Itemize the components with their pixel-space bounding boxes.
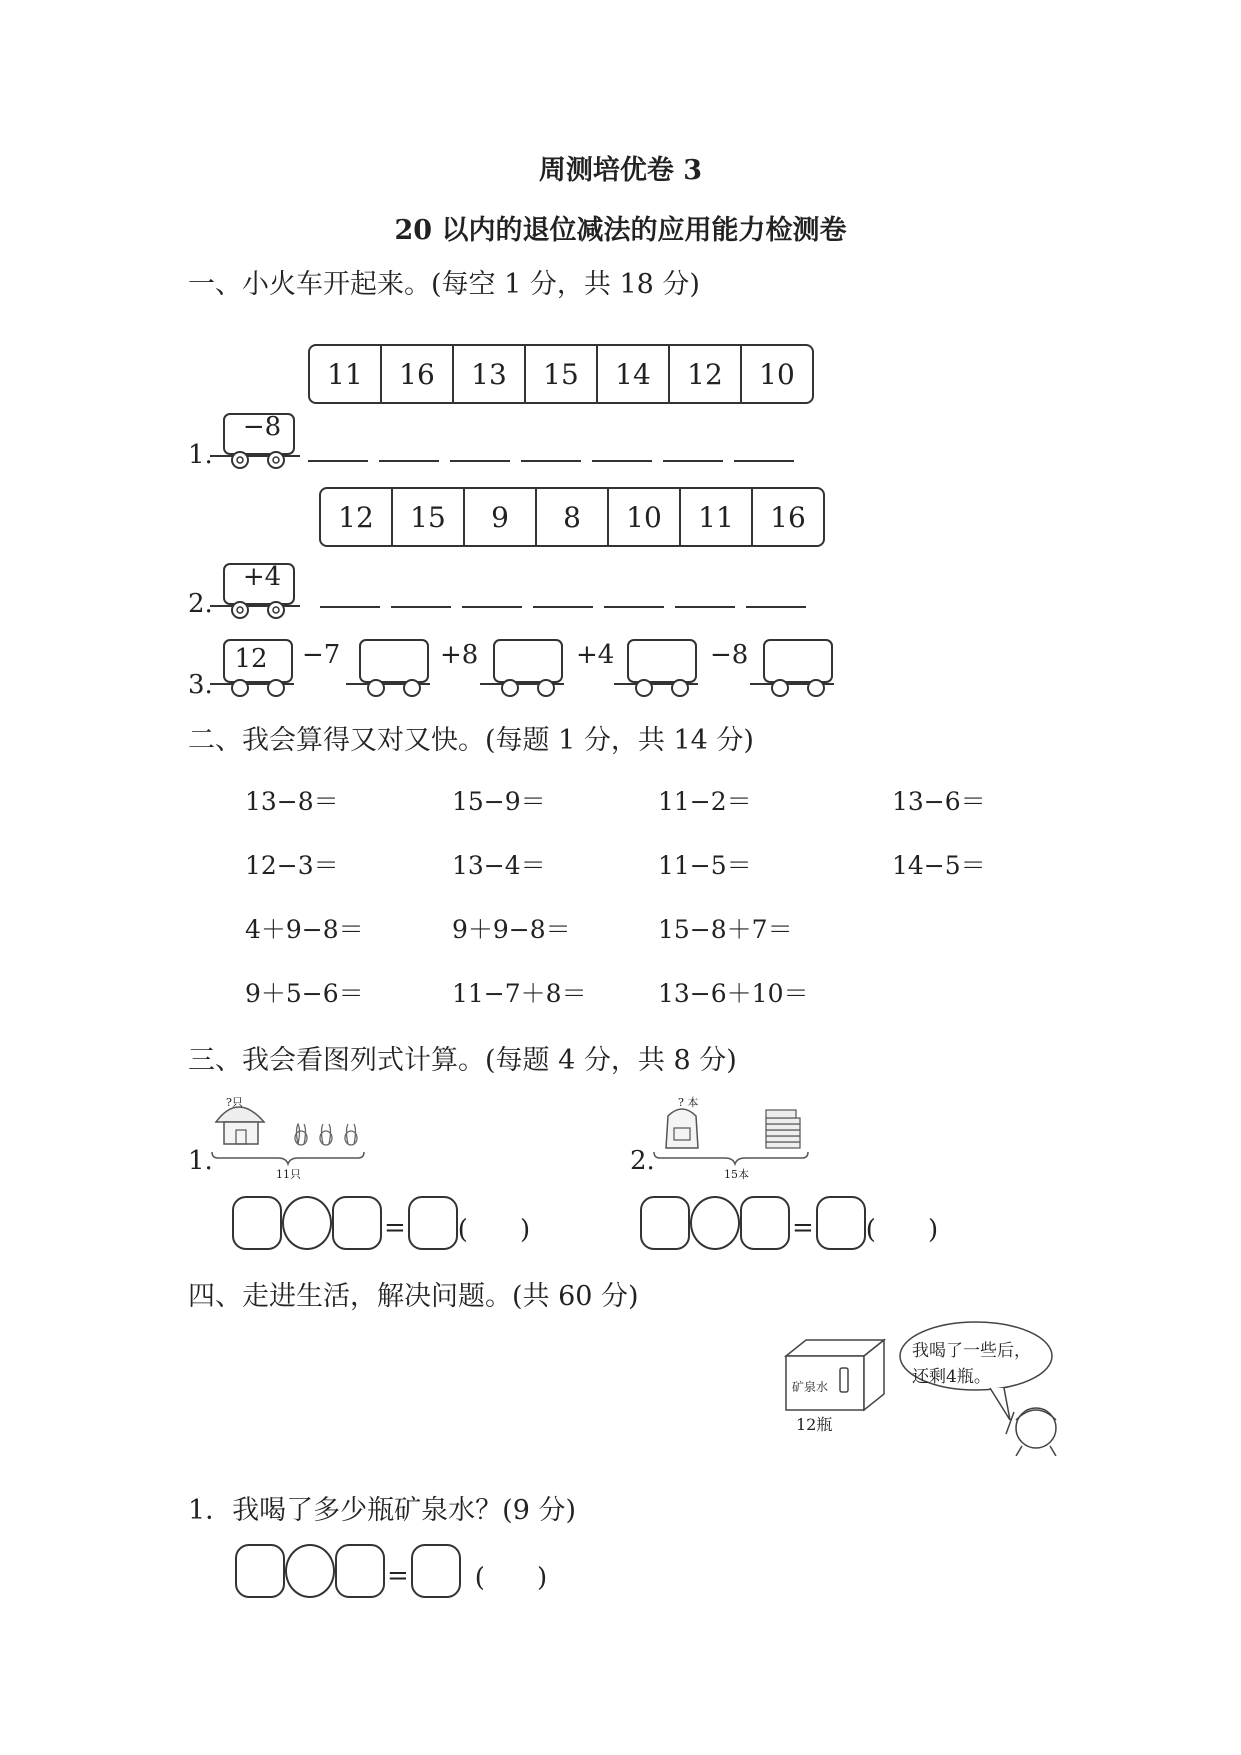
section1-heading: 一、小火车开起来。(每空 1 分，共 18 分) — [188, 269, 700, 300]
answer-blank[interactable] — [533, 605, 593, 608]
q2-label: 2. — [188, 589, 213, 619]
number-cell: 15 — [393, 489, 465, 545]
equation: 15−8＋7＝ — [658, 915, 793, 944]
equation: 9＋5−6＝ — [245, 979, 364, 1008]
s4-q1-equation-boxes — [235, 1544, 547, 1598]
q2-answer-blanks — [320, 605, 817, 608]
number-cell: 12 — [670, 346, 742, 402]
box-label: 矿泉水 — [792, 1380, 829, 1394]
p1-total-label: 11只 — [276, 1168, 301, 1181]
equation: 13−6＋10＝ — [658, 979, 809, 1008]
answer-blank[interactable] — [308, 459, 368, 462]
answer-blank[interactable] — [592, 459, 652, 462]
p1-unknown-label: ?只 — [226, 1096, 243, 1109]
paren-close: ) — [927, 1215, 939, 1245]
p2-total-label: 15本 — [724, 1168, 749, 1181]
q3-op-2: +8 — [440, 640, 479, 670]
q1-operation: −8 — [242, 412, 282, 442]
number-cell: 9 — [465, 489, 537, 545]
answer-blank[interactable] — [391, 605, 451, 608]
backpack-books-icon — [650, 1092, 820, 1172]
equation: 15−9＝ — [452, 787, 546, 816]
q3-start-value: 12 — [234, 644, 268, 674]
p1-label: 1. — [188, 1146, 213, 1176]
number-cell: 11 — [681, 489, 753, 545]
section4-heading: 四、走进生活，解决问题。(共 60 分) — [188, 1281, 639, 1312]
paren-close: ) — [536, 1563, 548, 1593]
p2-unknown-label: ? 本 — [678, 1096, 699, 1109]
page-title: 周测培优卷 3 — [538, 155, 703, 186]
equation: 13−8＝ — [245, 787, 339, 816]
answer-blank[interactable] — [675, 605, 735, 608]
answer-blank[interactable] — [604, 605, 664, 608]
answer-box[interactable] — [640, 1196, 690, 1250]
p1-equation-boxes — [232, 1196, 530, 1250]
number-cell: 10 — [759, 357, 795, 391]
p2-equation-boxes — [640, 1196, 938, 1250]
page-subtitle: 20 以内的退位减法的应用能力检测卷 — [394, 215, 847, 246]
number-cell: 8 — [537, 489, 609, 545]
number-cell: 16 — [382, 346, 454, 402]
answer-blank[interactable] — [746, 605, 806, 608]
number-cell: 15 — [526, 346, 598, 402]
equation: 11−5＝ — [658, 851, 752, 880]
equation: 11−7＋8＝ — [452, 979, 587, 1008]
answer-box[interactable] — [411, 1544, 461, 1598]
operator-circle[interactable] — [282, 1196, 332, 1250]
q1-label: 1. — [188, 440, 213, 470]
equals-sign: = — [792, 1213, 814, 1243]
q3-op-1: −7 — [302, 640, 341, 670]
answer-blank[interactable] — [450, 459, 510, 462]
number-row-2 — [319, 487, 825, 547]
number-cell: 10 — [609, 489, 681, 545]
equation: 14−5＝ — [892, 851, 986, 880]
answer-blank[interactable] — [379, 459, 439, 462]
q2-operation: +4 — [242, 562, 282, 592]
q1-answer-blanks — [308, 459, 805, 462]
number-cell: 11 — [310, 346, 382, 402]
number-cell: 13 — [454, 346, 526, 402]
p2-label: 2. — [630, 1146, 655, 1176]
section2-heading: 二、我会算得又对又快。(每题 1 分，共 14 分) — [188, 725, 754, 756]
section3-heading: 三、我会看图列式计算。(每题 4 分，共 8 分) — [188, 1045, 737, 1076]
number-cell: 12 — [321, 489, 393, 545]
equation: 4＋9−8＝ — [245, 915, 364, 944]
paren-open: ( — [865, 1215, 876, 1245]
answer-box[interactable] — [740, 1196, 790, 1250]
answer-blank[interactable] — [521, 459, 581, 462]
equation: 13−4＝ — [452, 851, 546, 880]
answer-blank[interactable] — [462, 605, 522, 608]
speech-bubble-line2: 还剩4瓶。 — [912, 1367, 991, 1387]
equation: 13−6＝ — [892, 787, 986, 816]
q3-op-3: +4 — [576, 640, 615, 670]
box-count: 12瓶 — [796, 1415, 833, 1434]
paren-open: ( — [474, 1563, 485, 1593]
equation: 12−3＝ — [245, 851, 339, 880]
answer-box[interactable] — [335, 1544, 385, 1598]
answer-blank[interactable] — [320, 605, 380, 608]
answer-box[interactable] — [816, 1196, 866, 1250]
answer-blank[interactable] — [734, 459, 794, 462]
q3-op-4: −8 — [710, 640, 749, 670]
answer-box[interactable] — [235, 1544, 285, 1598]
answer-blank[interactable] — [663, 459, 723, 462]
operator-circle[interactable] — [285, 1544, 335, 1598]
equals-sign: = — [387, 1561, 409, 1591]
number-cell: 14 — [598, 346, 670, 402]
operator-circle[interactable] — [690, 1196, 740, 1250]
paren-close: ) — [519, 1215, 531, 1245]
number-row-1 — [308, 344, 814, 404]
equals-sign: = — [384, 1213, 406, 1243]
number-cell: 16 — [770, 500, 806, 534]
paren-open: ( — [457, 1215, 468, 1245]
answer-box[interactable] — [332, 1196, 382, 1250]
answer-box[interactable] — [232, 1196, 282, 1250]
speech-bubble-line1: 我喝了一些后， — [912, 1341, 1031, 1361]
equation: 9＋9−8＝ — [452, 915, 571, 944]
q3-label: 3. — [188, 670, 213, 700]
equation: 11−2＝ — [658, 787, 752, 816]
section4-q1: 1．我喝了多少瓶矿泉水？(9 分) — [188, 1495, 577, 1526]
answer-box[interactable] — [408, 1196, 458, 1250]
